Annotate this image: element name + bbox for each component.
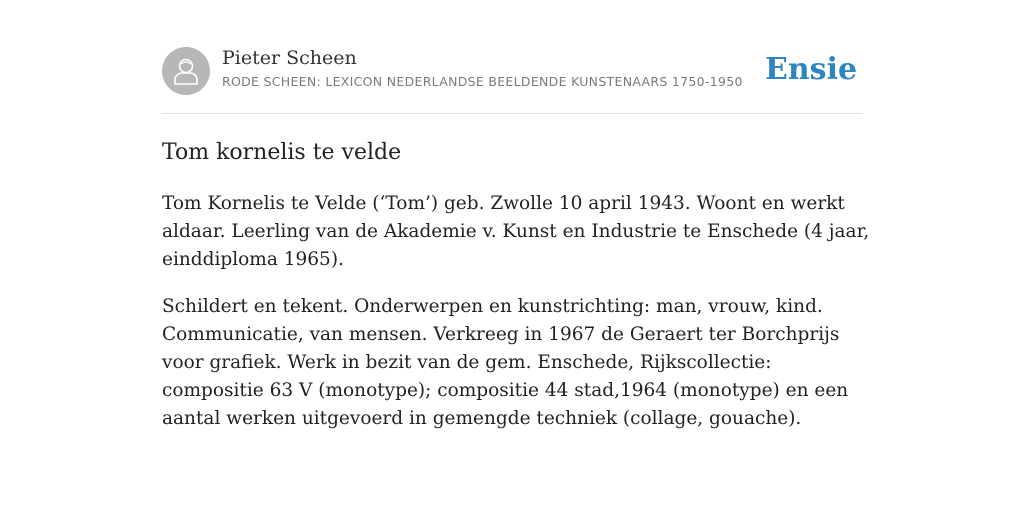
avatar[interactable] [162,47,210,95]
article-title: Tom kornelis te velde [162,140,402,165]
article-paragraph-1: Tom Kornelis te Velde (‘Tom’) geb. Zwolle 10 april 1943. Woont en werkt aldaar. Leerling van de Akademie v. Kunst en Industrie te Enschede (4 jaar, einddiploma 1965). [162,193,870,270]
author-name[interactable]: Pieter Scheen [222,47,357,69]
ensie-logo[interactable]: Ensie [765,52,858,87]
header-divider [162,113,862,114]
author-header [162,46,862,96]
article-paragraph-2: Schildert en tekent. Onderwerpen en kunstrichting: man, vrouw, kind. Communicatie, van mensen. Verkreeg in 1967 de Geraert ter Borchprijs voor grafiek. Werk in bezit van de gem. Enschede, Rijkscollectie: compositie 63 V (monotype); compositie 44 stad,1964 (monotype) en een aantal werken uitgevoerd in gemengde techniek (collage, gouache). [162,296,849,429]
user-icon [172,56,200,86]
source-title[interactable]: RODE SCHEEN: LEXICON NEDERLANDSE BEELDENDE KUNSTENAARS 1750-1950 [222,74,743,89]
